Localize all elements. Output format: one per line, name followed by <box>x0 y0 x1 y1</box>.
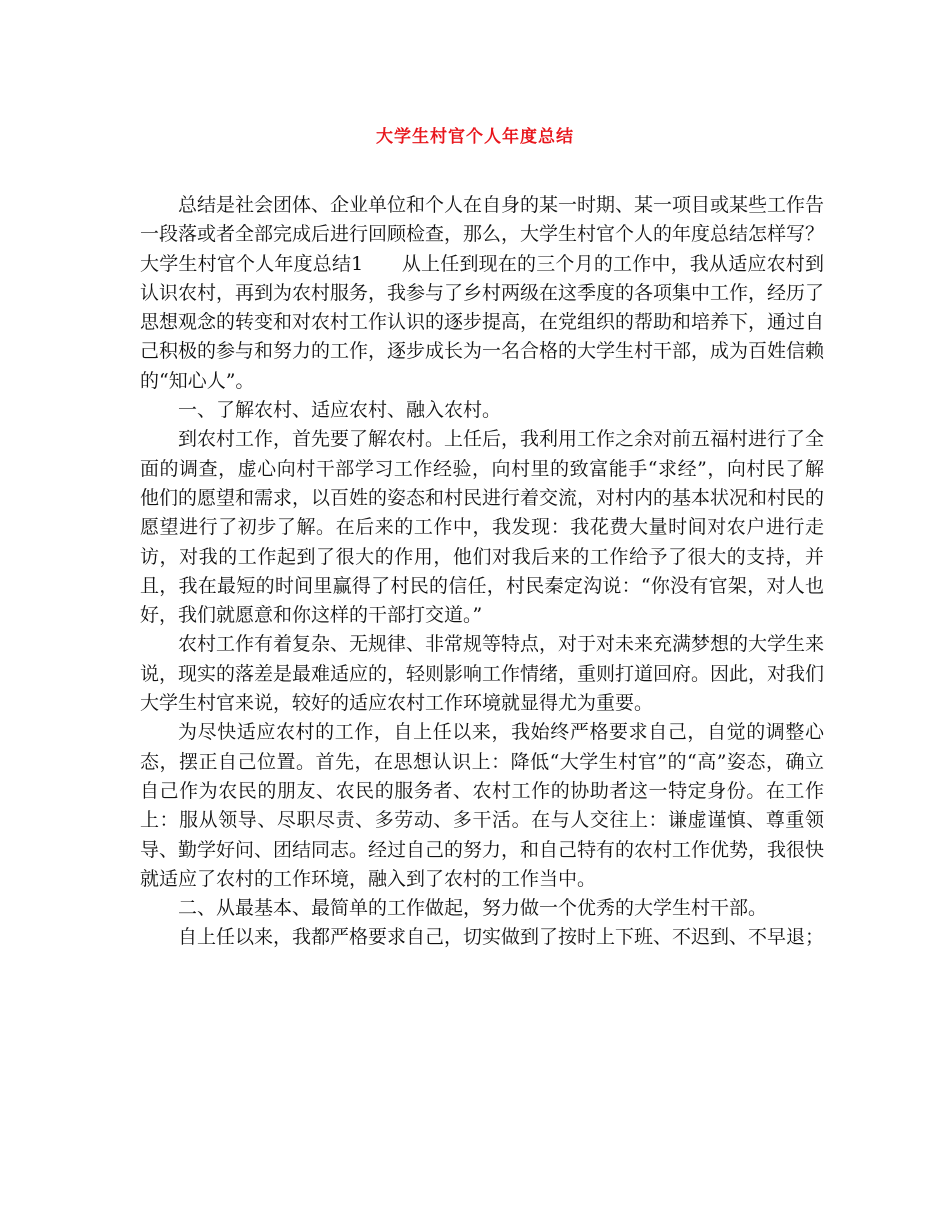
document-body <box>140 191 824 953</box>
section-heading-1: 一、了解农村、适应农村、融入农村。 <box>178 399 502 422</box>
section-heading-2: 二、从最基本、最简单的工作做起，努力做一个优秀的大学生村干部。 <box>178 897 768 920</box>
paragraph-summary-1: 大学生村官个人年度总结1 从上任到现在的三个月的工作中，我从适应农村到认识农村，再到为农村服务，我参与了乡村两级在这季度的各项集中工作，经历了思想观念的转变和对农村工作认识的逐步提高，在党组织的帮助和培养下，通过自己积极的参与和努力的工作，逐步成长为一名合格的大学生村干部，成为百姓信赖的“知心人”。 <box>140 252 825 392</box>
paragraph-adapt-work: 为尽快适应农村的工作，自上任以来，我始终严格要求自己，自觉的调整心态，摆正自己位置。首先，在思想认识上：降低“大学生村官”的“高”姿态，确立自己作为农民的朋友、农民的服务者、农村工作的协助者这一特定身份。在工作上：服从领导、尽职尽责、多劳动、多干活。在与人交往上：谦虚谨慎、尊重领导、勤学好问、团结同志。经过自己的努力，和自己特有的农村工作优势，我很快就适应了农村的工作环境，融入到了农村的工作当中。 <box>140 721 825 890</box>
document-title: 大学生村官个人年度总结 <box>376 127 574 147</box>
paragraph-understand-village: 到农村工作，首先要了解农村。上任后，我利用工作之余对前五福村进行了全面的调查，虚心向村干部学习工作经验，向村里的致富能手“求经”，向村民了解他们的愿望和需求，以百姓的姿态和村民进行着交流，对村内的基本状况和村民的愿望进行了初步了解。在后来的工作中，我发现：我花费大量时间对农户进行走访，对我的工作起到了很大的作用，他们对我后来的工作给予了很大的支持，并且，我在最短的时间里赢得了村民的信任，村民秦定沟说：“你没有官架，对人也好，我们就愿意和你这样的干部打交道。” <box>140 428 825 627</box>
paragraph-intro: 总结是社会团体、企业单位和个人在自身的某一时期、某一项目或某些工作告一段落或者全部完成后进行回顾检查，那么，大学生村官个人的年度总结怎样写？ <box>140 194 825 246</box>
paragraph-strict-requirements: 自上任以来，我都严格要求自己，切实做到了按时上下班、不迟到、不早退； <box>178 926 825 949</box>
paragraph-rural-work-traits: 农村工作有着复杂、无规律、非常规等特点，对于对未来充满梦想的大学生来说，现实的落差是最难适应的，轻则影响工作情绪，重则打道回府。因此，对我们大学生村官来说，较好的适应农村工作环境就显得尤为重要。 <box>140 633 825 715</box>
